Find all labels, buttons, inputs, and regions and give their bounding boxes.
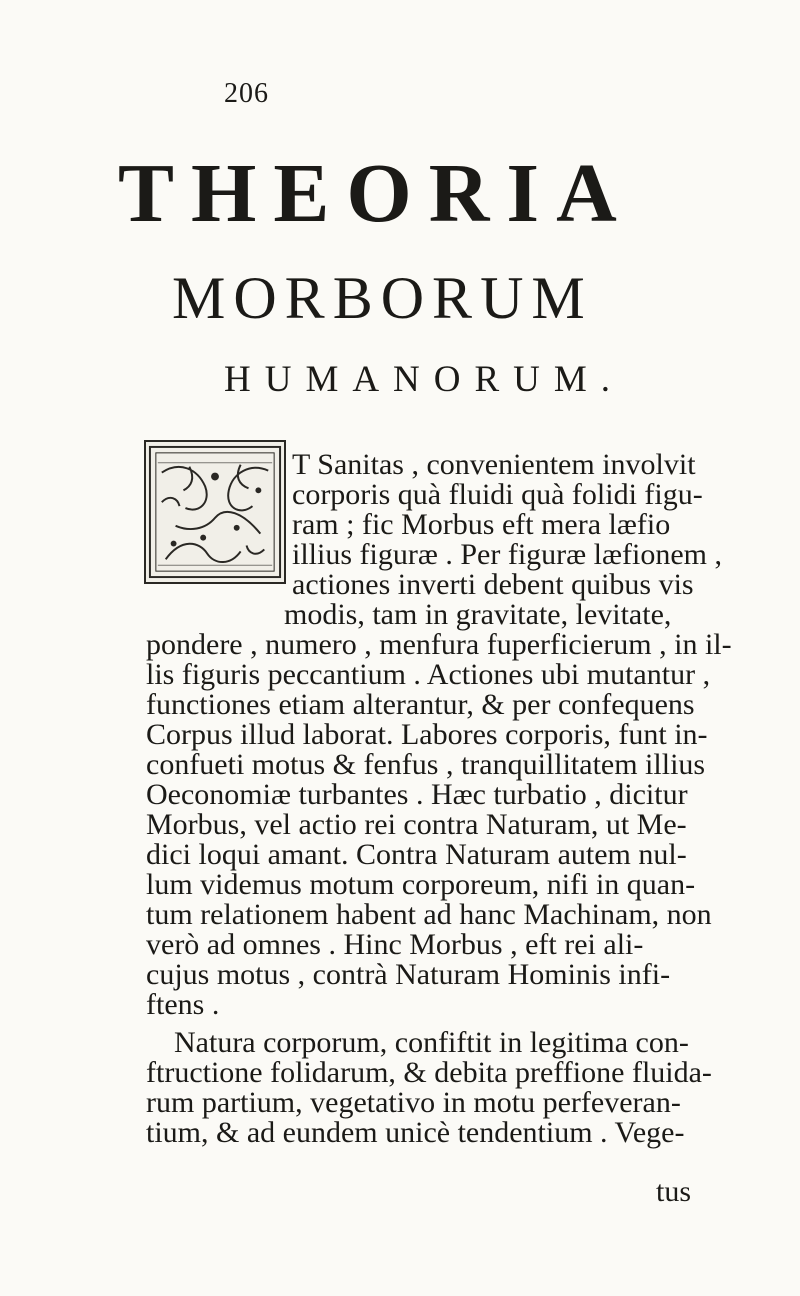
ornamental-initial-icon (144, 440, 286, 584)
text-line: ram ; fic Morbus eft mera læfio (292, 508, 671, 541)
page-number: 206 (224, 78, 269, 109)
text-line: actiones inverti debent quibus vis (292, 568, 694, 601)
text-line: illius figuræ . Per figuræ læfionem , (292, 538, 722, 571)
text-line: Morbus, vel actio rei contra Naturam, ut Me- (146, 808, 687, 841)
text-line: ftructione folidarum, & debita preffione fluida- (146, 1056, 712, 1089)
text-line: rum partium, vegetativo in motu perfeveran- (146, 1086, 681, 1119)
text-line: Natura corporum, confiftit in legitima con- (174, 1026, 689, 1059)
title-humanorum: HUMANORUM. (224, 359, 625, 400)
text-line: corporis quà fluidi quà folidi figu- (292, 478, 703, 511)
title-morborum: MORBORUM (172, 265, 593, 331)
text-line: confueti motus & fenfus , tranquillitatem illius (146, 748, 706, 781)
text-line: Oeconomiæ turbantes . Hæc turbatio , dicitur (146, 778, 688, 811)
text-line: ftens . (146, 988, 220, 1021)
text-line: pondere , numero , menfura fuperficierum , in il- (146, 628, 732, 661)
text-line: lis figuris peccantium . Actiones ubi mutantur , (146, 658, 711, 691)
title-theoria: THEORIA (118, 147, 634, 240)
text-line: functiones etiam alterantur, & per confequens (146, 688, 695, 721)
catchword: tus (656, 1175, 692, 1208)
text-line: tium, & ad eundem unicè tendentium . Vege- (146, 1116, 685, 1149)
text-line: Corpus illud laborat. Labores corporis, funt in- (146, 718, 708, 751)
text-line: dici loqui amant. Contra Naturam autem nul- (146, 838, 687, 871)
text-line: modis, tam in gravitate, levitate, (284, 598, 672, 631)
text-line: tum relationem habent ad hanc Machinam, non (146, 898, 712, 931)
text-line: lum videmus motum corporeum, nifi in quan- (146, 868, 696, 901)
text-line: cujus motus , contrà Naturam Hominis infi- (146, 958, 671, 991)
text-line: verò ad omnes . Hinc Morbus , eft rei ali- (146, 928, 644, 961)
text-line: T Sanitas , convenientem involvit (292, 448, 696, 481)
